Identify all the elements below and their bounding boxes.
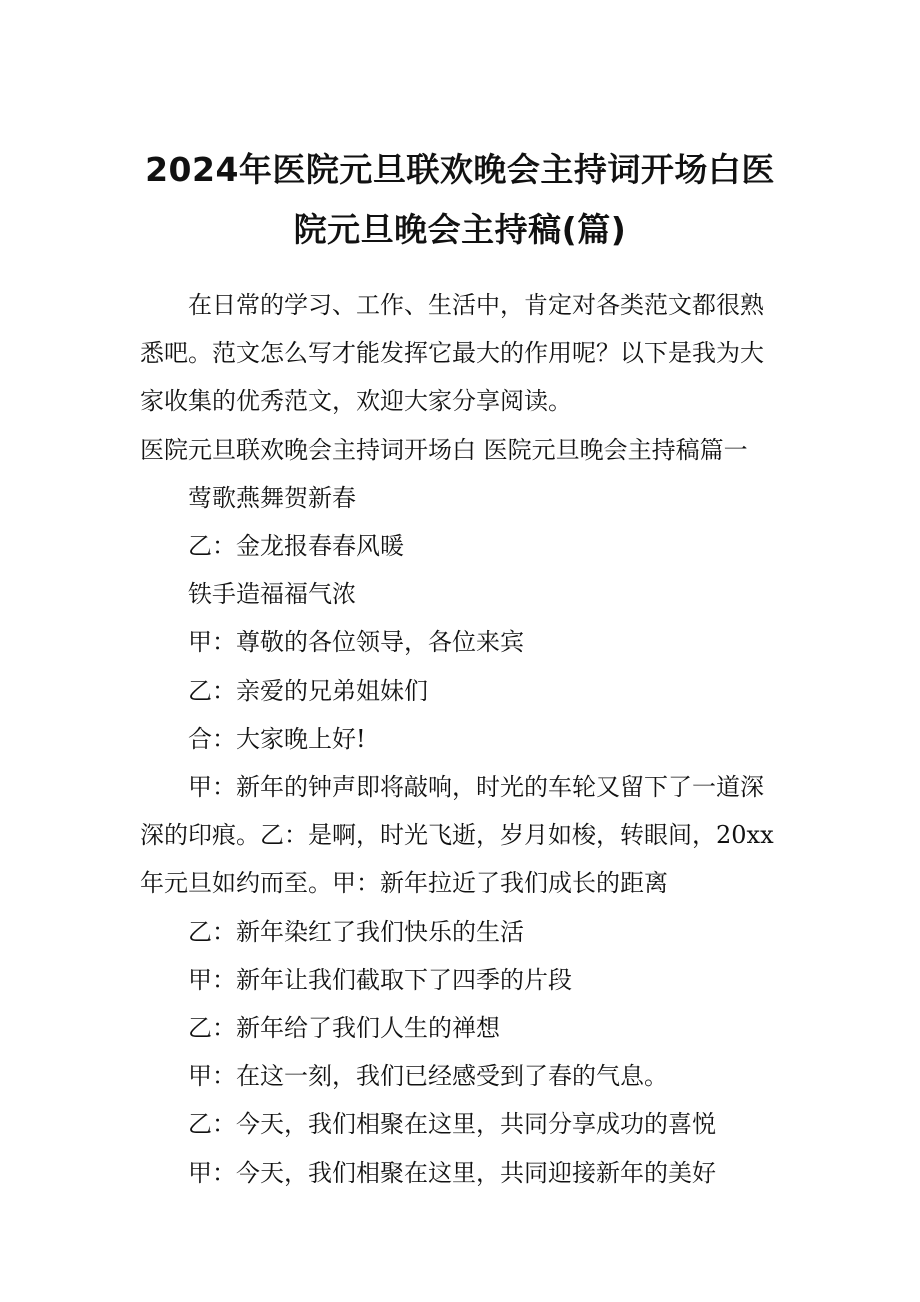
title-line-2: 院元旦晚会主持稿(篇) — [293, 210, 627, 249]
body-line: 乙：新年染红了我们快乐的生活 — [188, 917, 524, 946]
document-title — [130, 140, 790, 260]
body-line: 家收集的优秀范文，欢迎大家分享阅读。 — [140, 387, 572, 416]
body-line: 甲：新年的钟声即将敲响，时光的车轮又留下了一道深 — [188, 773, 764, 802]
body-line: 乙：金龙报春春风暖 — [188, 532, 404, 561]
body-line: 乙：亲爱的兄弟姐妹们 — [188, 676, 428, 705]
body-line: 甲：尊敬的各位领导，各位来宾 — [188, 628, 524, 657]
body-line: 莺歌燕舞贺新春 — [188, 483, 356, 512]
body-line: 合：大家晚上好! — [188, 724, 366, 753]
body-line: 甲：新年让我们截取下了四季的片段 — [188, 965, 572, 994]
body-line: 甲：在这一刻，我们已经感受到了春的气息。 — [188, 1062, 668, 1091]
body-line: 乙：新年给了我们人生的禅想 — [188, 1014, 500, 1043]
body-line: 乙：今天，我们相聚在这里，共同分享成功的喜悦 — [188, 1110, 716, 1139]
document-body — [140, 281, 785, 1197]
body-line: 年元旦如约而至。甲：新年拉近了我们成长的距离 — [140, 869, 668, 898]
body-line: 悉吧。范文怎么写才能发挥它最大的作用呢？以下是我为大 — [140, 339, 764, 368]
body-line: 深的印痕。乙：是啊，时光飞逝，岁月如梭，转眼间，20xx — [140, 821, 774, 850]
title-line-1: 2024年医院元旦联欢晚会主持词开场白医 — [145, 150, 775, 189]
body-line: 甲：今天，我们相聚在这里，共同迎接新年的美好 — [188, 1158, 716, 1187]
body-line: 铁手造福福气浓 — [188, 580, 356, 609]
body-line: 在日常的学习、工作、生活中，肯定对各类范文都很熟 — [188, 291, 764, 319]
section-heading: 医院元旦联欢晚会主持词开场白 医院元旦晚会主持稿篇一 — [140, 435, 748, 464]
